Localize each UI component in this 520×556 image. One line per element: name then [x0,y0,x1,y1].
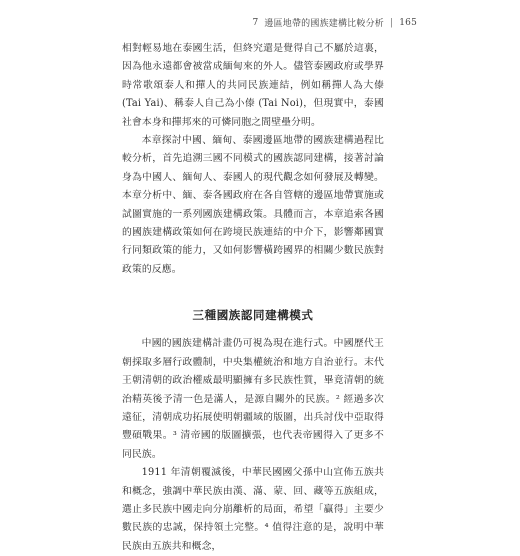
section-heading: 三種國族認同建構模式 [192,308,314,323]
chapter-title: 邊區地帶的國族建構比較分析 [264,19,384,29]
paragraph-section-1: 中國的國族建構計畫仍可視為現在進行式。中國歷代王朝採取多層行政體制，中央集權統治和地方自治並行。末代王朝清朝的政治權威最明顯擁有多民族性質，畢竟清朝的統治精英後予清一色是滿人，是源自關外的民族。² 經過多次遠征，清朝成功拓展使明朝疆域的版圖，出兵討伐中亞取得豐碩戰果。³ 清帝國的版圖擴張，也代表帝國得入了更多不同民族。 [122,338,384,460]
header-separator: | [389,17,394,28]
page-body [122,40,384,556]
page-number: 165 [399,17,417,28]
running-header [252,16,417,29]
chapter-number: 7 [252,17,259,28]
paragraph-continuation: 相對輕易地在泰國生活，但終究還是覺得自己不屬於這裏，因為他永遠都會被當成緬甸來的外人。儘管泰國政府或學界時常歌頌泰人和撣人的共同民族連結，例如稱撣人為大傣 (Tai Yai)、稱泰人自己為小傣 (Tai Noi)，但現實中，泰國社會本身和撣邦來的可憐同胞之間壁壘分明。 [122,43,384,128]
paragraph-section-2: 1911 年清朝覆滅後，中華民國國父孫中山宣佈五族共和概念，強調中華民族由漢、滿、蒙、回、藏等五族組成，選止多民族中國走向分崩離析的局面，希望「贏得」主要少數民族的忠誠，保持領土完整。⁴ 值得注意的是，說明中華民族由五族共和概念， [122,467,384,552]
paragraph-intro: 本章探討中國、緬甸、泰國邊區地帶的國族建構過程比較分析，首先追溯三國不同模式的國族認同建構，接著討論身為中國人、緬甸人、泰國人的現代觀念如何發展及轉變。本章分析中、緬、泰各國政府在各自管轄的邊區地帶實施或試圖實施的一系列國族建構政策。具體而言，本章追索各國的國族建構政策如何在跨境民族連結的中介下，影響鄰國實行同類政策的能力，又如何影響橫跨國界的相關少數民族對政策的反應。 [122,135,384,275]
